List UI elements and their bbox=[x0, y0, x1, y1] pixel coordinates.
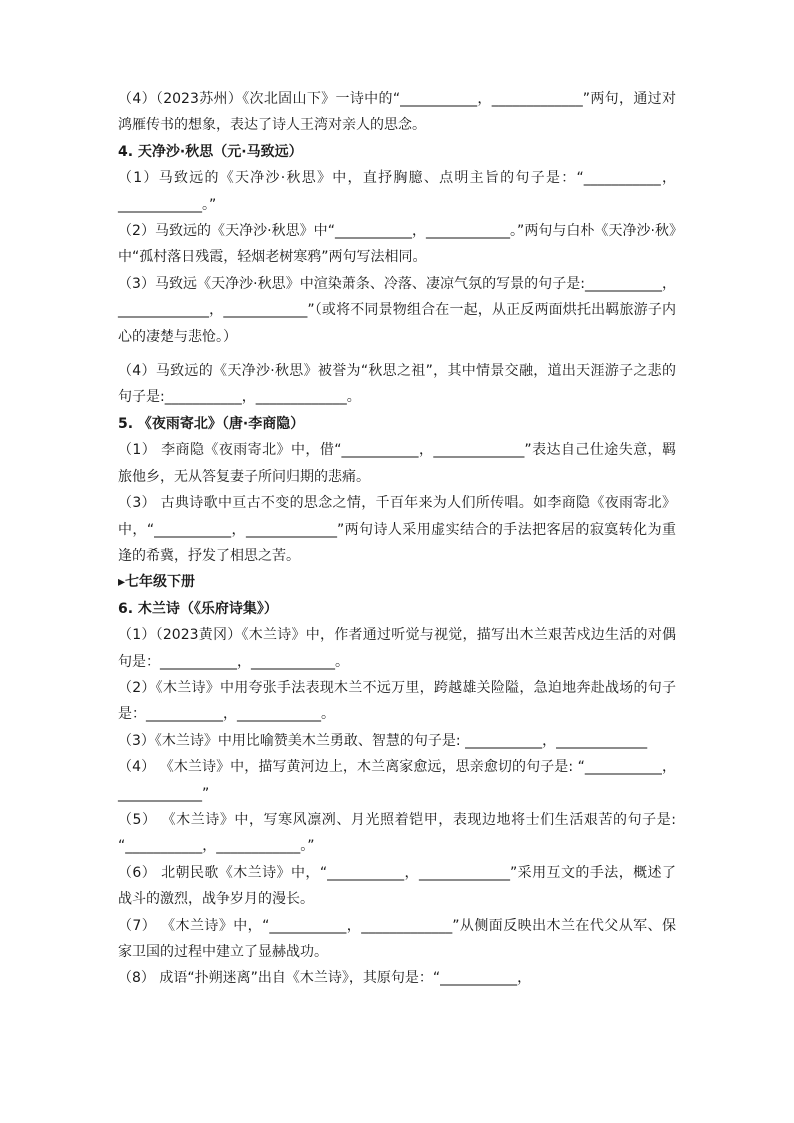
question-poem4-2: （2）马致远的《天净沙·秋思》中“___________，____________。”两句与白朴《天净沙·秋》中“孤村落日残霞，轻烟老树寒鸦”两句写法相同。 bbox=[118, 223, 676, 266]
question-poem5-3: （3） 古典诗歌中亘古不变的思念之情，千百年来为人们所传唱。如李商隐《夜雨寄北》中，“___________，_____________”两句诗人采用虚实结合的手法把客居的寂寞转化为重逢的希冀，抒发了相思之苦。 bbox=[118, 495, 676, 564]
question-poem6-3: （3）《木兰诗》中用比喻赞美木兰勇敢、智慧的句子是: ___________，_____________ bbox=[118, 732, 648, 749]
question-poem6-8: （8） 成语“扑朔迷离”出自《木兰诗》，其原句是：“___________， bbox=[118, 970, 532, 987]
heading-poem-5: 5. 《夜雨寄北》（唐·李商隐） bbox=[118, 415, 305, 432]
heading-poem-4: 4. 天净沙·秋思（元·马致远） bbox=[118, 143, 303, 160]
section-heading: ▸七年级下册 bbox=[118, 574, 196, 591]
question-poem4-1: （1）马致远的《天净沙·秋思》中，直抒胸臆、点明主旨的句子是：“___________，____________。” bbox=[118, 170, 676, 213]
question-poem6-1: （1）（2023黄冈）《木兰诗》中，作者通过听觉与视觉，描写出木兰艰苦戍边生活的对偶句是：___________，____________。 bbox=[118, 627, 676, 670]
question-poem6-7: （7） 《木兰诗》中，“___________，_____________”从侧面反映出木兰在代父从军、保家卫国的过程中建立了显赫战功。 bbox=[118, 917, 676, 960]
question-poem4-3: （3）马致远《天净沙·秋思》中渲染萧条、冷落、凄凉气氛的写景的句子是:___________，_____________，____________”（或将不同景物组合在一起，从正反两面烘托出羁旅游子内心的凄楚与悲怆。） bbox=[118, 275, 676, 345]
question-poem6-6: （6） 北朝民歌《木兰诗》中，“___________，_____________”采用互文的手法，概述了战斗的激烈，战争岁月的漫长。 bbox=[118, 864, 676, 908]
question-poem5-1: （1） 李商隐《夜雨寄北》中，借“___________，_____________”表达自己仕途失意，羁旅他乡，无从答复妻子所问归期的悲痛。 bbox=[118, 442, 676, 485]
question-poem3-4: （4）（2023苏州）《次北固山下》一诗中的“___________，_____________”两句，通过对鸿雁传书的想象，表达了诗人王湾对亲人的思念。 bbox=[118, 91, 676, 134]
question-poem6-4: （4） 《木兰诗》中，描写黄河边上，木兰离家愈远，思亲愈切的句子是: “___________，____________” bbox=[118, 759, 676, 802]
question-poem6-5: （5） 《木兰诗》中，写寒风凛冽、月光照着铠甲，表现边地将士们生活艰苦的句子是: “___________，____________。” bbox=[118, 811, 676, 855]
heading-poem-6: 6. 木兰诗（《乐府诗集》） bbox=[118, 600, 278, 617]
question-poem4-4: （4）马致远的《天净沙·秋思》被誉为“秋思之祖”，其中情景交融，道出天涯游子之悲的句子是:___________，_____________。 bbox=[118, 363, 676, 406]
question-poem6-2: （2）《木兰诗》中用夸张手法表现木兰不远万里，跨越雄关险隘，急迫地奔赴战场的句子是：___________，____________。 bbox=[118, 679, 676, 723]
